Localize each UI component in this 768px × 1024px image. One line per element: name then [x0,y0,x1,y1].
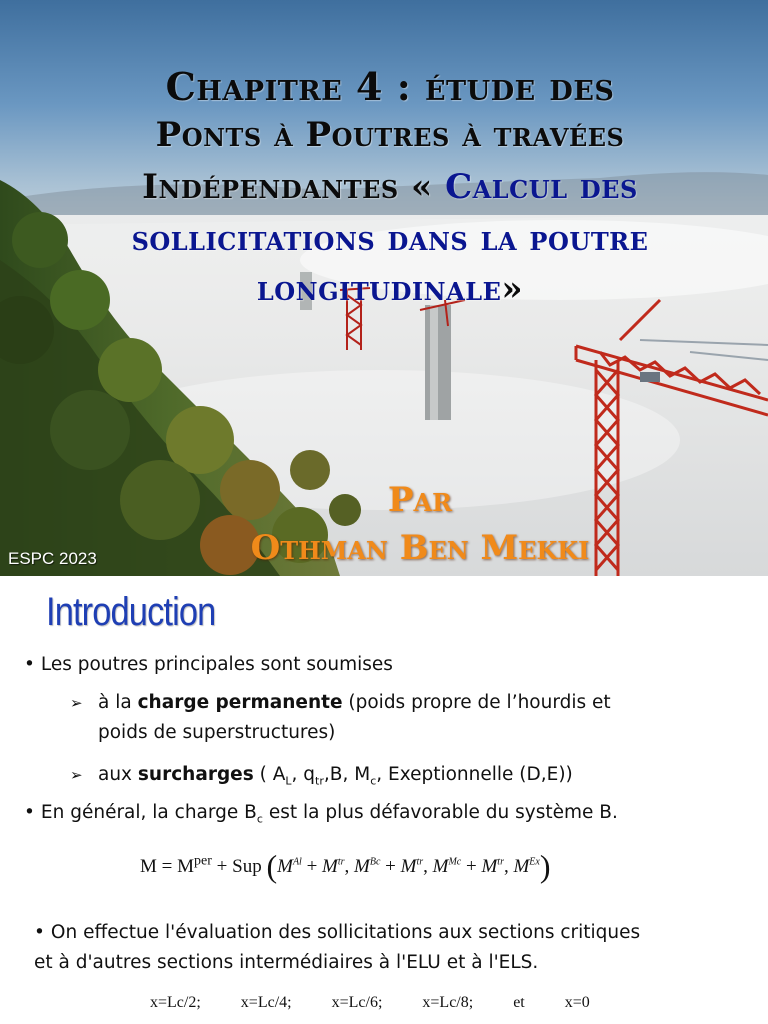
critical-sections-list [150,994,630,1012]
arrow-bullet-icon: ➢ [70,694,83,712]
title-line-3: Indépendantes « Calcul des [142,167,638,207]
title-line-2: Ponts à Poutres à travées [155,115,625,155]
slide-title [40,60,740,322]
bullet-2: • En général, la charge $B_c$ est la plus défavorable du système B. [24,798,618,835]
slide-title: Introduction [46,590,216,634]
author [200,476,640,572]
section-item: et [513,994,525,1011]
section-item: x=Lc/6; [331,994,383,1011]
section-item: x=Lc/4; [240,994,292,1011]
bullet-3: • On effectue l'évaluation des sollicitations aux sections critiques et à d'autres sections intermédiaires à l'ELU et à l'ELS. [34,918,754,978]
sub-bullet-2: ➢ aux surcharges ( $A_L$, $q_{tr},B$, $M_c$, Exeptionnelle (D,E)) [70,760,720,797]
author-prefix: Par [387,480,453,520]
slide-footer: ESPC 2023 [8,549,97,568]
bullet-1: • Les poutres principales sont soumises [24,650,393,680]
title-line-4: sollicitations dans la poutre [131,219,649,259]
introduction-slide [0,576,768,1024]
section-item: x=Lc/8; [422,994,474,1011]
author-name: Othman Ben Mekki [250,528,590,568]
arrow-bullet-icon: ➢ [70,766,83,784]
moment-formula: $M = M^{per}$ + Sup ($M^{Al} + M^{tr}$, $M^{Bc} + M^{tr}$, $M^{Mc} + M^{tr}$, $M^{Ex}$) [140,848,551,884]
section-item: x=Lc/2; [150,994,201,1011]
title-line-5: longitudinale» [256,269,524,309]
title-line-1: Chapitre 4 : étude des [165,64,615,109]
sub-bullet-1: ➢ à la charge permanente (poids propre de l’hourdis et poids de superstructures) [70,688,720,748]
section-item: x=0 [564,994,590,1011]
